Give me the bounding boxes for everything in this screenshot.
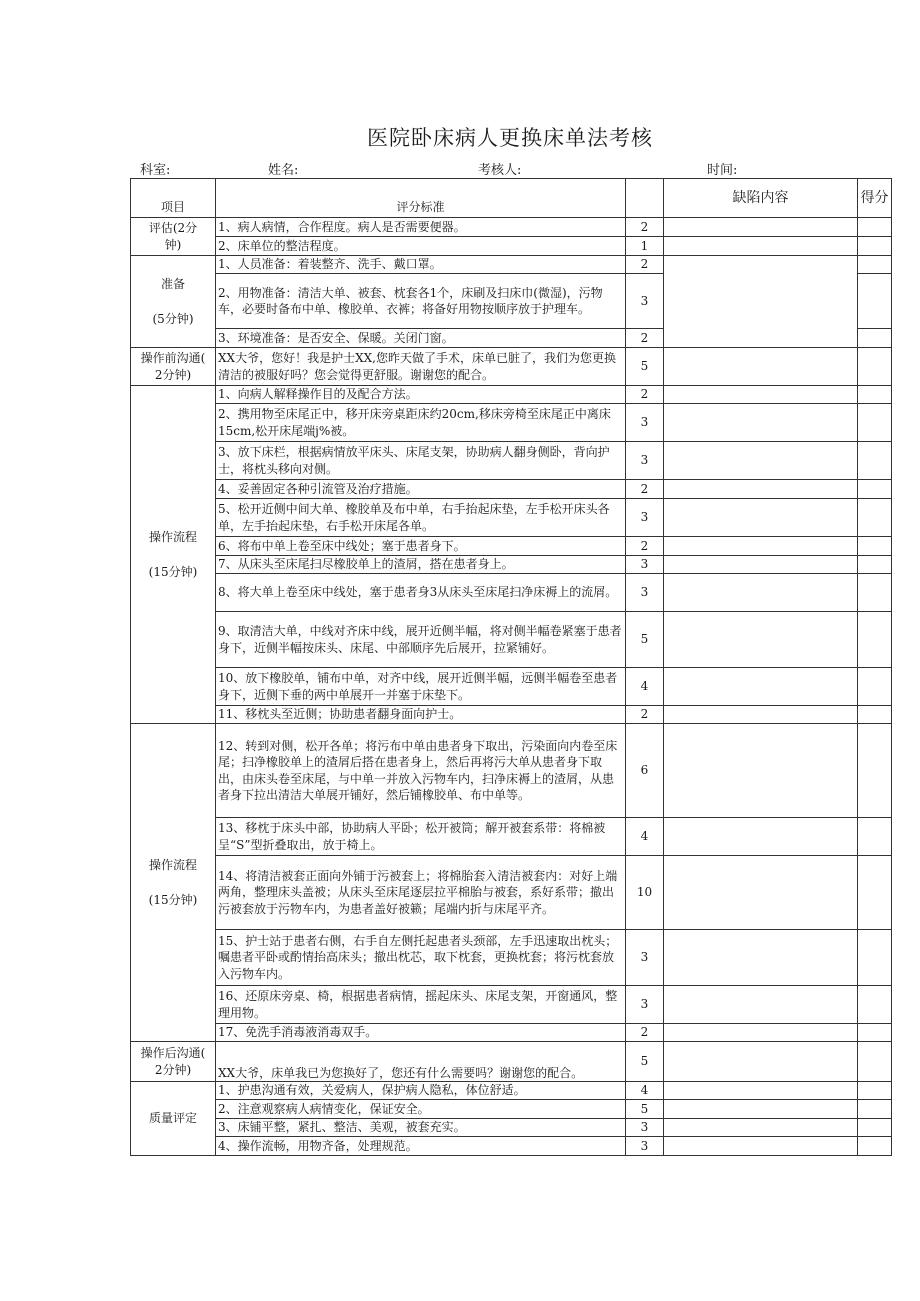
- criteria-cell: 2、携用物至床尾正中，移开床旁桌距床约20cm,移床旁椅至床尾正中离床15cm,松开床尾端j%被。: [216, 404, 626, 442]
- points-cell: 3: [626, 1137, 664, 1156]
- criteria-cell: 11、移枕头至近侧；协助患者翻身面向护士。: [216, 706, 626, 724]
- points-cell: 3: [626, 556, 664, 574]
- section-time: (15分钟): [148, 564, 198, 579]
- criteria-cell: 2、床单位的整洁程度。: [216, 237, 626, 256]
- defect-cell[interactable]: [664, 986, 858, 1024]
- criteria-cell: 16、还原床旁桌、椅，根据患者病情，摇起床头、床尾支架，开窗通风，整理用物。: [216, 986, 626, 1024]
- criteria-cell: 3、环境准备：是否安全、保暖。关闭门窗。: [216, 329, 626, 348]
- criteria-cell: 3、床铺平整，紧扎、整洁、美观，被套充实。: [216, 1119, 626, 1137]
- score-cell[interactable]: [858, 442, 892, 480]
- table-row: [131, 348, 892, 386]
- defect-cell[interactable]: [664, 499, 858, 537]
- score-cell[interactable]: [858, 1082, 892, 1100]
- section-time: (15分钟): [148, 892, 198, 907]
- table-row: [131, 574, 892, 612]
- criteria-cell: 10、放下橡胶单，铺布中单，对齐中线，展开近侧半幅，远侧半幅卷至患者身下，近侧下垂的两中单展开一并塞于床垫下。: [216, 668, 626, 706]
- points-cell: 6: [626, 724, 664, 818]
- table-row: [131, 1024, 892, 1042]
- table-row: [131, 386, 892, 404]
- column-header-points: [626, 179, 664, 218]
- criteria-cell: 1、病人病情，合作程度。病人是否需要便器。: [216, 218, 626, 237]
- column-header-score: 得分: [858, 179, 892, 218]
- table-row: [131, 556, 892, 574]
- defect-cell[interactable]: [664, 668, 858, 706]
- section-time: (5分钟): [152, 311, 194, 326]
- defect-cell[interactable]: [664, 442, 858, 480]
- score-cell[interactable]: [858, 574, 892, 612]
- table-row: [131, 1119, 892, 1137]
- score-cell[interactable]: [858, 1024, 892, 1042]
- criteria-cell: 5、松开近侧中间大单、橡胶单及布中单，右手抬起床垫，左手松开床头各单，左手抬起床垫，右手松开床尾各单。: [216, 499, 626, 537]
- section-name: 质量评定: [148, 1111, 197, 1126]
- table-row: [131, 1137, 892, 1156]
- defect-cell[interactable]: [664, 1100, 858, 1119]
- column-header-defects: 缺陷内容: [664, 179, 858, 218]
- table-row: [131, 1082, 892, 1100]
- criteria-cell: 1、护患沟通有效，关爱病人，保护病人隐私，体位舒适。: [216, 1082, 626, 1100]
- table-row: [131, 612, 892, 668]
- table-row: [131, 706, 892, 724]
- criteria-cell: 2、注意观察病人病情变化，保证安全。: [216, 1100, 626, 1119]
- points-cell: 5: [626, 348, 664, 386]
- table-row: [131, 930, 892, 986]
- criteria-cell: 2、用物准备：清洁大单、被套、枕套各1个，床刷及扫床巾(微湿)，污物车，必要时备布中单、橡胶单、衣裤；将备好用物按顺序放于护理车。: [216, 274, 626, 329]
- defect-cell[interactable]: [664, 556, 858, 574]
- defect-cell[interactable]: [664, 818, 858, 856]
- defect-cell[interactable]: [664, 612, 858, 668]
- score-cell[interactable]: [858, 1137, 892, 1156]
- defect-cell[interactable]: [664, 1119, 858, 1137]
- defect-cell[interactable]: [664, 1082, 858, 1100]
- assessment-table: [130, 178, 892, 1156]
- criteria-cell: XX大爷，床单我已为您换好了，您还有什么需要吗？谢谢您的配合。: [216, 1042, 626, 1082]
- score-cell[interactable]: [858, 612, 892, 668]
- table-row: [131, 218, 892, 237]
- points-cell: 3: [626, 404, 664, 442]
- table-row: [131, 537, 892, 556]
- score-cell[interactable]: [858, 348, 892, 386]
- points-cell: 5: [626, 1042, 664, 1082]
- score-cell[interactable]: [858, 537, 892, 556]
- score-cell[interactable]: [858, 1100, 892, 1119]
- section-name: 操作流程: [148, 858, 197, 872]
- table-row: [131, 404, 892, 442]
- page-title: 医院卧床病人更换床单法考核: [367, 126, 653, 150]
- criteria-cell: 4、妥善固定各种引流管及治疗措施。: [216, 480, 626, 499]
- table-header-row: [131, 179, 892, 218]
- column-header-item: 项目: [131, 179, 216, 218]
- defect-cell[interactable]: [664, 856, 858, 930]
- section-name: 操作流程: [148, 530, 197, 544]
- points-cell: 3: [626, 442, 664, 480]
- points-cell: 4: [626, 668, 664, 706]
- table-row: [131, 668, 892, 706]
- examiner-label: 考核人:: [478, 163, 522, 178]
- criteria-cell: 1、人员准备：着装整齐、洗手、戴口罩。: [216, 256, 626, 274]
- score-cell[interactable]: [858, 668, 892, 706]
- score-cell[interactable]: [858, 499, 892, 537]
- section-time: 钟): [164, 237, 182, 252]
- table-row: [131, 856, 892, 930]
- defect-cell[interactable]: [664, 1137, 858, 1156]
- score-cell[interactable]: [858, 930, 892, 986]
- defect-cell[interactable]: [664, 1042, 858, 1082]
- score-cell[interactable]: [858, 274, 892, 329]
- table-row: [131, 237, 892, 256]
- section-precomm: [131, 348, 216, 386]
- score-cell[interactable]: [858, 237, 892, 256]
- score-cell[interactable]: [858, 256, 892, 274]
- section-quality: [131, 1082, 216, 1156]
- section-name: 操作后沟通(: [140, 1046, 206, 1060]
- table-row: [131, 480, 892, 499]
- table-row: [131, 499, 892, 537]
- section-name: 评估(2分: [148, 221, 198, 235]
- score-cell[interactable]: [858, 986, 892, 1024]
- defect-cell[interactable]: [664, 218, 858, 237]
- table-row: [131, 256, 892, 274]
- defect-cell[interactable]: [664, 480, 858, 499]
- defect-cell[interactable]: [664, 930, 858, 986]
- section-name: 操作前沟通(: [140, 351, 206, 365]
- section-name: 准备: [160, 277, 185, 291]
- score-cell[interactable]: [858, 818, 892, 856]
- points-cell: 2: [626, 256, 664, 274]
- score-cell[interactable]: [858, 329, 892, 348]
- criteria-cell: 7、从床头至床尾扫尽橡胶单上的渣屑，搭在患者身上。: [216, 556, 626, 574]
- points-cell: 2: [626, 537, 664, 556]
- table-row: [131, 442, 892, 480]
- criteria-cell: 1、向病人解释操作目的及配合方法。: [216, 386, 626, 404]
- score-cell[interactable]: [858, 386, 892, 404]
- table-row: [131, 986, 892, 1024]
- points-cell: 10: [626, 856, 664, 930]
- points-cell: 3: [626, 1119, 664, 1137]
- criteria-cell: 15、护士站于患者右侧，右手自左侧托起患者头颈部，左手迅速取出枕头；嘱患者平卧或酌情抬高床头；撤出枕芯，取下枕套，更换枕套；将污枕套放入污物车内。: [216, 930, 626, 986]
- points-cell: 2: [626, 218, 664, 237]
- criteria-cell: 12、转到对侧，松开各单；将污布中单由患者身下取出，污染面向内卷至床尾；扫净橡胶单上的渣屑后搭在患者身上，然后再将污大单从患者身下取出，由床头卷至床尾，与中单一并放入污物车内，扫净床褥上的渣屑，从患者身下拉出清洁大单展开铺好，然后铺橡胶单、布中单等。: [216, 724, 626, 818]
- criteria-cell: 4、操作流畅，用物齐备，处理规范。: [216, 1137, 626, 1156]
- section-flow-2: [131, 724, 216, 1042]
- department-label: 科室:: [140, 163, 171, 178]
- points-cell: 5: [626, 612, 664, 668]
- points-cell: 4: [626, 1082, 664, 1100]
- criteria-cell: 14、将清洁被套正面向外铺于污被套上；将棉胎套入清洁被套内：对好上端两角，整理床头盖被；从床头至床尾逐层拉平棉胎与被套，系好系带；撤出污被套放于污物车内，为患者盖好被籁；尾端内折与床尾平齐。: [216, 856, 626, 930]
- points-cell: 2: [626, 329, 664, 348]
- section-postcomm: [131, 1042, 216, 1082]
- name-label: 姓名:: [268, 163, 299, 178]
- defect-cell[interactable]: [664, 574, 858, 612]
- score-cell[interactable]: [858, 404, 892, 442]
- section-time: 2分钟): [154, 1062, 192, 1077]
- points-cell: 3: [626, 986, 664, 1024]
- points-cell: 3: [626, 499, 664, 537]
- points-cell: 4: [626, 818, 664, 856]
- score-cell[interactable]: [858, 218, 892, 237]
- criteria-cell: 9、取清洁大单，中线对齐床中线，展开近侧半幅，将对侧半幅卷紧塞于患者身下，近侧半幅按床头、床尾、中部顺序先后展开，拉紧铺好。: [216, 612, 626, 668]
- criteria-cell: 13、移枕于床头中部，协助病人平卧；松开被筒；解开被套系带：将棉被呈“S”型折叠取出，放于椅上。: [216, 818, 626, 856]
- defect-cell[interactable]: [664, 1024, 858, 1042]
- defect-cell[interactable]: [664, 237, 858, 256]
- criteria-cell: 17、免洗手消毒液消毒双手。: [216, 1024, 626, 1042]
- time-label: 时间:: [707, 163, 738, 178]
- table-row: [131, 818, 892, 856]
- score-cell[interactable]: [858, 1042, 892, 1082]
- points-cell: 3: [626, 574, 664, 612]
- section-flow-1: [131, 386, 216, 724]
- points-cell: 2: [626, 386, 664, 404]
- defect-cell[interactable]: [664, 404, 858, 442]
- score-cell[interactable]: [858, 856, 892, 930]
- points-cell: 5: [626, 1100, 664, 1119]
- points-cell: 2: [626, 706, 664, 724]
- points-cell: 1: [626, 237, 664, 256]
- table-row: [131, 1042, 892, 1082]
- criteria-cell: 8、将大单上卷至床中线处，塞于患者身3从床头至床尾扫净床褥上的流屑。: [216, 574, 626, 612]
- criteria-cell: 6、将布中单上卷至床中线处；塞于患者身下。: [216, 537, 626, 556]
- section-assess: [131, 218, 216, 256]
- section-prep: [131, 256, 216, 348]
- score-cell[interactable]: [858, 724, 892, 818]
- defect-cell[interactable]: [664, 706, 858, 724]
- points-cell: 2: [626, 1024, 664, 1042]
- table-row: [131, 1100, 892, 1119]
- defect-cell[interactable]: [664, 537, 858, 556]
- points-cell: 3: [626, 274, 664, 329]
- section-time: 2分钟): [154, 367, 192, 382]
- score-cell[interactable]: [858, 556, 892, 574]
- score-cell[interactable]: [858, 480, 892, 499]
- table-row: [131, 724, 892, 818]
- defect-cell[interactable]: [664, 386, 858, 404]
- criteria-cell: XX大爷，您好！我是护士XX,您昨天做了手术，床单已脏了，我们为您更换清洁的被服好吗？您会觉得更舒服。谢谢您的配合。: [216, 348, 626, 386]
- criteria-cell: 3、放下床栏，根据病情放平床头、床尾支架，协助病人翻身侧卧，背向护士，将枕头移向对侧。: [216, 442, 626, 480]
- column-header-criteria: 评分标准: [216, 179, 626, 218]
- score-cell[interactable]: [858, 1119, 892, 1137]
- points-cell: 2: [626, 480, 664, 499]
- score-cell[interactable]: [858, 706, 892, 724]
- defect-cell[interactable]: [664, 348, 858, 386]
- defect-cell[interactable]: [664, 724, 858, 818]
- points-cell: 3: [626, 930, 664, 986]
- defect-cell[interactable]: [664, 256, 858, 348]
